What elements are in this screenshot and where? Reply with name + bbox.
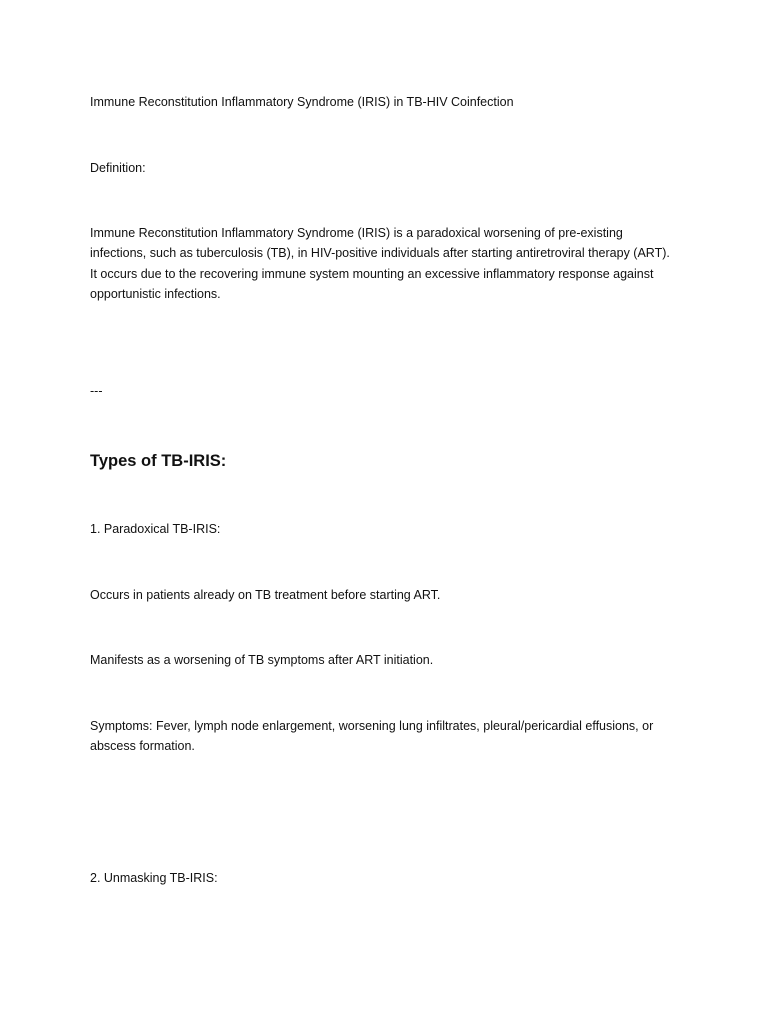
paradoxical-point-1: Occurs in patients already on TB treatment before starting ART. [90, 588, 441, 602]
definition-paragraph: Immune Reconstitution Inflammatory Syndrome (IRIS) is a paradoxical worsening of pre-existing infections, such as tuberculosis (TB), in HIV-positive individuals after starting antiretroviral therapy (ART). It occurs due to the recovering immune system mounting an excessive inflammatory response against opportunistic infections. [90, 226, 670, 301]
definition-label: Definition: [90, 161, 146, 175]
paradoxical-point-2: Manifests as a worsening of TB symptoms after ART initiation. [90, 653, 434, 667]
types-heading: Types of TB-IRIS: [90, 452, 227, 470]
section-separator: --- [90, 384, 103, 398]
paradoxical-heading: 1. Paradoxical TB-IRIS: [90, 522, 221, 536]
paradoxical-symptoms: Symptoms: Fever, lymph node enlargement, worsening lung infiltrates, pleural/pericardial effusions, or abscess formation. [90, 719, 654, 754]
document-title: Immune Reconstitution Inflammatory Syndrome (IRIS) in TB-HIV Coinfection [90, 95, 514, 109]
unmasking-heading: 2. Unmasking TB-IRIS: [90, 871, 218, 885]
